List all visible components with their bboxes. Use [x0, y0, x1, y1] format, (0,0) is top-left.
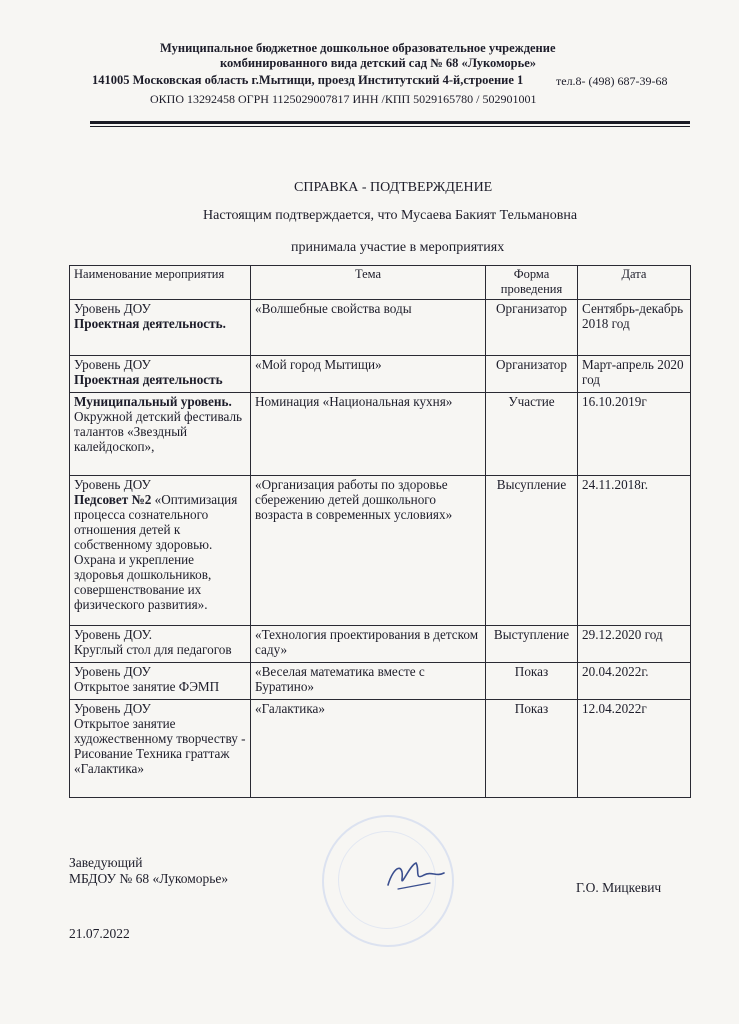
event-level: Уровень ДОУ	[74, 301, 151, 316]
table-row	[70, 356, 691, 393]
form-cell: Показ	[486, 700, 578, 798]
document-title: СПРАВКА - ПОДТВЕРЖДЕНИЕ	[294, 180, 493, 195]
event-level: Уровень ДОУ	[74, 477, 151, 492]
event-description: Открытое занятие ФЭМП	[74, 679, 220, 694]
topic-cell: «Технология проектирования в детском саду»	[251, 626, 486, 663]
col-header-topic: Тема	[251, 266, 486, 300]
org-requisites: ОКПО 13292458 ОГРН 1125029007817 ИНН /КПП 5029165780 / 502901001	[150, 92, 537, 106]
org-name-line2: комбинированного вида детский сад № 68 «Лукоморье»	[220, 56, 537, 70]
date-cell: 16.10.2019г	[578, 393, 691, 476]
intro-line: Настоящим подтверждается, что Мусаева Бакият Тельмановна	[203, 208, 578, 223]
form-cell: Выступление	[486, 626, 578, 663]
form-cell: Показ	[486, 663, 578, 700]
table-header-row	[70, 266, 691, 300]
event-description: «Оптимизация процесса сознательного отношения детей к собственному здоровью. Охрана и укрепление здоровья дошкольников, совершенствование их физического развития».	[74, 492, 238, 612]
date-cell: 24.11.2018г.	[578, 476, 691, 626]
document-date: 21.07.2022	[69, 926, 130, 941]
date-cell: Сентябрь-декабрь 2018 год	[578, 300, 691, 356]
table-row	[70, 626, 691, 663]
signer-organization: МБДОУ № 68 «Лукоморье»	[69, 871, 229, 886]
event-level: Уровень ДОУ.	[74, 627, 152, 642]
event-description: Окружной детский фестиваль талантов «Звездный калейдоскоп»,	[74, 409, 243, 454]
topic-cell: «Веселая математика вместе с Буратино»	[251, 663, 486, 700]
intro-line-2: принимала участие в мероприятиях	[291, 240, 505, 255]
topic-cell: «Мой город Мытищи»	[251, 356, 486, 393]
date-cell: 12.04.2022г	[578, 700, 691, 798]
col-header-form: Форма проведения	[486, 266, 578, 300]
event-description: Открытое занятие художественному творчеству - Рисование Техника граттаж «Галактика»	[74, 716, 246, 776]
col-header-date: Дата	[578, 266, 691, 300]
form-cell: Участие	[486, 393, 578, 476]
events-table	[69, 265, 691, 798]
handwritten-signature	[380, 855, 450, 895]
date-cell: 29.12.2020 год	[578, 626, 691, 663]
date-cell: 20.04.2022г.	[578, 663, 691, 700]
event-name: Педсовет №2	[74, 492, 152, 507]
event-cell	[70, 626, 251, 663]
event-cell	[70, 663, 251, 700]
form-cell: Организатор	[486, 356, 578, 393]
event-cell	[70, 476, 251, 626]
form-cell: Высупление	[486, 476, 578, 626]
org-address: 141005 Московская область г.Мытищи, проезд Институтский 4-й,строение 1	[92, 73, 524, 87]
topic-cell: Номинация «Национальная кухня»	[251, 393, 486, 476]
topic-cell: «Галактика»	[251, 700, 486, 798]
event-name: Проектная деятельность	[74, 372, 223, 387]
table-row	[70, 700, 691, 798]
header-rule	[90, 121, 690, 124]
event-cell	[70, 700, 251, 798]
signer-name: Г.О. Мицкевич	[576, 880, 662, 895]
event-description: Круглый стол для педагогов	[74, 642, 232, 657]
event-cell	[70, 300, 251, 356]
table-row	[70, 663, 691, 700]
topic-cell: «Волшебные свойства воды	[251, 300, 486, 356]
event-name: Муниципальный уровень.	[74, 394, 232, 409]
table-row	[70, 300, 691, 356]
org-name-line1: Муниципальное бюджетное дошкольное образовательное учреждение	[160, 41, 556, 55]
form-cell: Организатор	[486, 300, 578, 356]
event-cell	[70, 356, 251, 393]
event-level: Уровень ДОУ	[74, 664, 151, 679]
event-level: Уровень ДОУ	[74, 357, 151, 372]
date-cell: Март-апрель 2020 год	[578, 356, 691, 393]
signer-position: Заведующий	[69, 855, 143, 870]
table-row	[70, 476, 691, 626]
header-rule-thin	[90, 126, 690, 127]
topic-cell: «Организация работы по здоровье сбережению детей дошкольного возраста в современных условиях»	[251, 476, 486, 626]
event-name: Проектная деятельность.	[74, 316, 226, 331]
event-cell	[70, 393, 251, 476]
table-row	[70, 393, 691, 476]
event-level: Уровень ДОУ	[74, 701, 151, 716]
col-header-event: Наименование мероприятия	[70, 266, 251, 300]
org-phone: тел.8- (498) 687-39-68	[556, 74, 668, 88]
